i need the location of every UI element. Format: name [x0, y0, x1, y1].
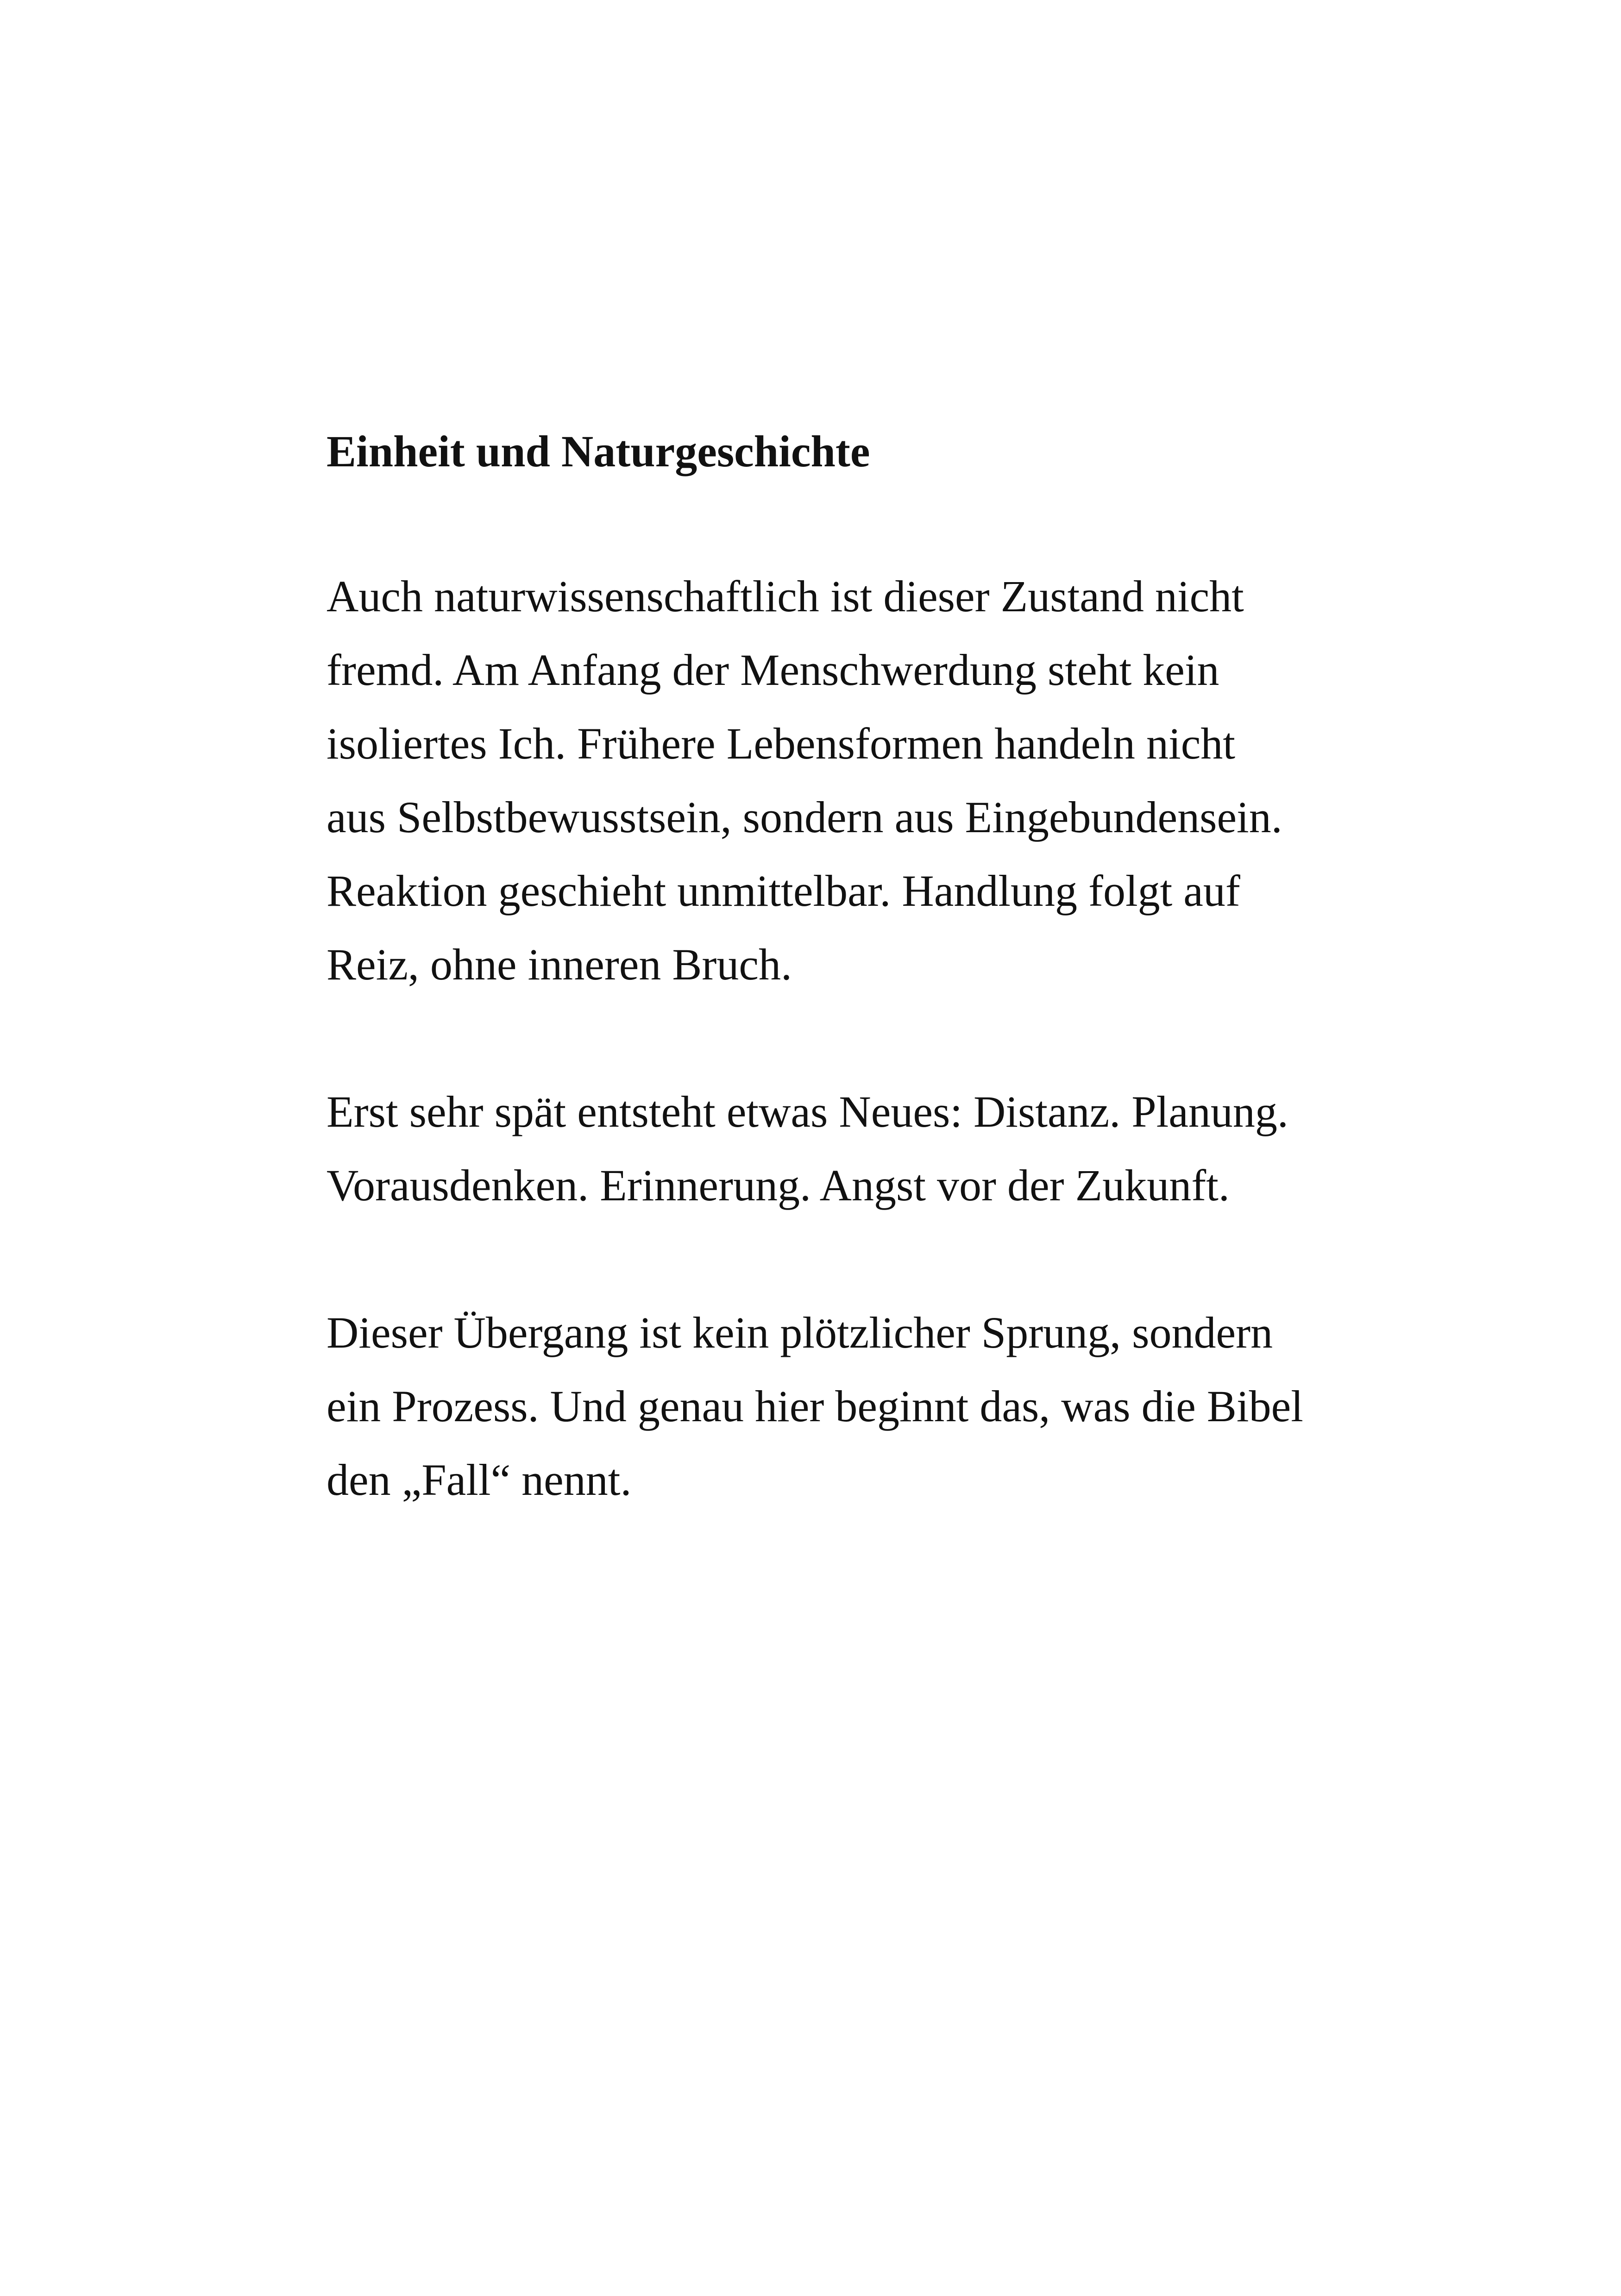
paragraph-3: [327, 1296, 1392, 1517]
text-line: den „Fall“ nennt.: [327, 1455, 632, 1505]
paragraph-2: [327, 1075, 1392, 1222]
text-line: fremd. Am Anfang der Menschwerdung steht kein: [327, 645, 1219, 695]
text-line: isoliertes Ich. Frühere Lebensformen handeln nicht: [327, 719, 1235, 768]
text-line: aus Selbstbewusstsein, sondern aus Eingebundensein.: [327, 792, 1282, 842]
paragraph-spacer: [327, 1222, 1392, 1296]
document-body: [327, 417, 1392, 1517]
text-line: Erst sehr spät entsteht etwas Neues: Distanz. Planung.: [327, 1087, 1288, 1136]
text-line: Auch naturwissenschaftlich ist dieser Zustand nicht: [327, 571, 1244, 621]
paragraph-spacer: [327, 1001, 1392, 1075]
text-line: Vorausdenken. Erinnerung. Angst vor der Zukunft.: [327, 1161, 1230, 1210]
text-line: ein Prozess. Und genau hier beginnt das, was die Bibel: [327, 1381, 1303, 1431]
text-line: Reaktion geschieht unmittelbar. Handlung folgt auf: [327, 866, 1240, 916]
section-heading: Einheit und Naturgeschichte: [327, 427, 870, 476]
paragraph-1: [327, 559, 1392, 1001]
text-line: Dieser Übergang ist kein plötzlicher Sprung, sondern: [327, 1308, 1273, 1357]
text-line: Reiz, ohne inneren Bruch.: [327, 940, 792, 989]
